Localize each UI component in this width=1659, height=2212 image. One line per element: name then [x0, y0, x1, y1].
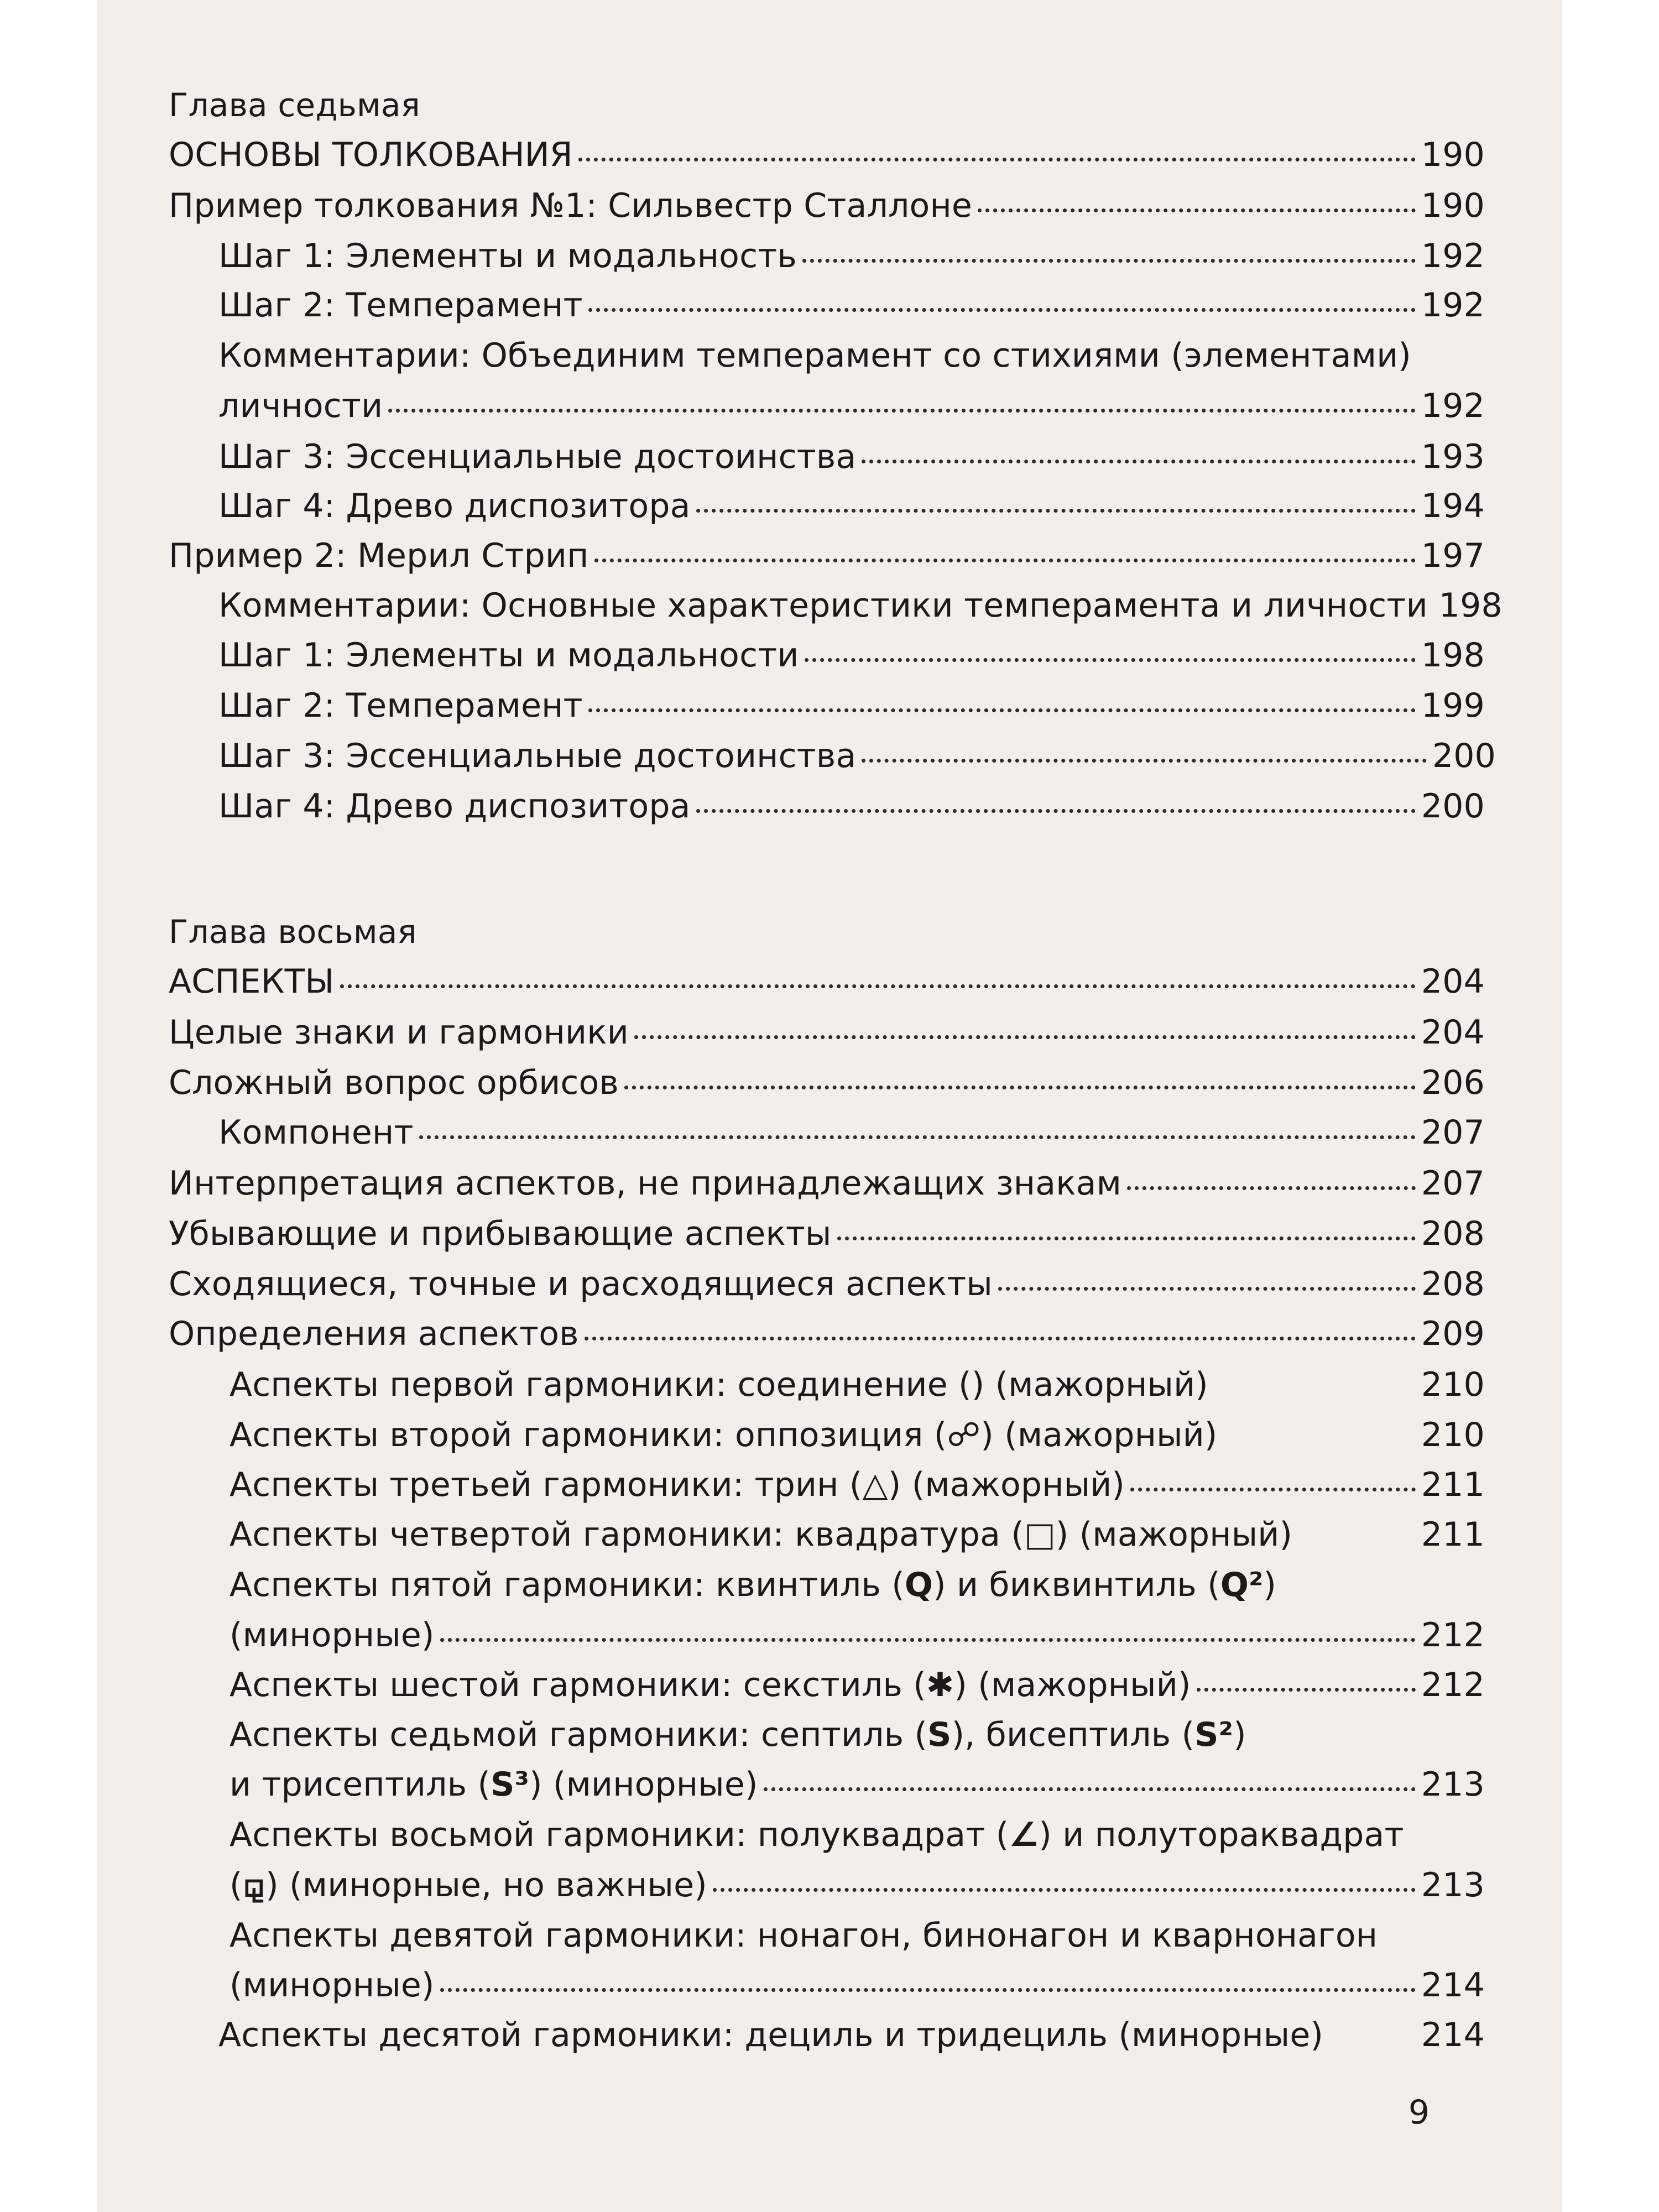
leader-dots: [764, 1787, 1416, 1791]
entry-text-pre: Аспекты шестой гармоники: секстиль (: [229, 1666, 926, 1704]
entry-title: (минорные): [229, 1966, 435, 2005]
toc-entry: [218, 234, 1485, 278]
page-ref: 190: [1421, 135, 1485, 174]
page-ref: 213: [1421, 1765, 1485, 1804]
sextile-icon: ✱: [926, 1666, 954, 1704]
entry-text-pre: Аспекты пятой гармоники: квинтиль (: [229, 1566, 905, 1604]
toc-entry: [218, 734, 1496, 778]
leader-dots: [440, 1638, 1416, 1642]
leader-dots: [340, 984, 1416, 988]
entry-title: Убывающие и прибывающие аспекты: [169, 1214, 832, 1253]
page-ref: 204: [1421, 962, 1485, 1001]
chapter-label-text: Глава седьмая: [169, 86, 420, 124]
toc-entry: [169, 1312, 1485, 1356]
page-ref: 198: [1438, 586, 1503, 625]
toc-entry: [229, 1563, 1276, 1607]
leader-dots: [578, 158, 1416, 161]
entry-title: Сходящиеся, точные и расходящиеся аспекты: [169, 1265, 993, 1303]
page-ref: 194: [1421, 487, 1485, 525]
page-ref: 204: [1421, 1013, 1485, 1052]
leader-dots: [588, 708, 1416, 712]
entry-text-post: ) (мажорный): [1055, 1515, 1293, 1554]
toc-entry: [229, 1613, 1485, 1657]
entry-title: [229, 1563, 1276, 1607]
entry-title: Комментарии: Основные характеристики темперамента и личности: [218, 586, 1428, 625]
page-ref: 213: [1421, 1866, 1485, 1905]
biquintile-icon: Q²: [1220, 1566, 1264, 1604]
entry-text-post: ): [1263, 1566, 1277, 1604]
leader-dots: [805, 658, 1416, 662]
toc-entry: [169, 133, 1485, 177]
biseptile-icon: S²: [1194, 1715, 1234, 1754]
toc-entry: [229, 1963, 1485, 2007]
entry-title: Комментарии: Объединим темперамент со стихиями (элементами): [218, 336, 1412, 375]
entry-text-pre: Аспекты восьмой гармоники: полуквадрат (: [229, 1815, 1009, 1854]
leader-dots: [440, 1988, 1416, 1992]
entry-text-mid: ) и биквинтиль (: [933, 1566, 1220, 1604]
toc-entry: [169, 1010, 1485, 1055]
entry-title: [229, 1463, 1125, 1507]
entry-title: [229, 1512, 1292, 1557]
entry-text-mid: ), бисептиль (: [951, 1715, 1195, 1754]
toc-entry: [169, 184, 1485, 228]
toc-entry: [229, 1363, 1485, 1407]
entry-text-pre: и трисептиль (: [229, 1765, 491, 1804]
leader-dots: [419, 1135, 1416, 1139]
page-ref: 208: [1421, 1265, 1485, 1303]
page-ref: 212: [1421, 1666, 1485, 1704]
page-ref: 190: [1421, 186, 1485, 225]
quintile-icon: Q: [904, 1566, 933, 1604]
entry-text-post: ): [1233, 1715, 1246, 1754]
page-ref: 208: [1421, 1214, 1485, 1253]
page-ref: 192: [1421, 286, 1485, 325]
page-number: 9: [1408, 2093, 1430, 2132]
entry-title: Шаг 3: Эссенциальные достоинства: [218, 437, 857, 476]
leader-dots: [862, 460, 1415, 463]
toc-entry: [229, 1762, 1485, 1807]
page-ref: 192: [1421, 387, 1485, 425]
chapter-title: ОСНОВЫ ТОЛКОВАНИЯ: [169, 135, 573, 174]
leader-dots: [696, 809, 1416, 813]
page-ref: 211: [1421, 1515, 1485, 1554]
entry-text-post: ) (мажорный): [888, 1465, 1125, 1504]
toc-entry: [218, 435, 1485, 479]
book-page: [97, 0, 1562, 2212]
entry-title: Шаг 2: Темперамент: [218, 686, 583, 725]
septile-icon: S: [927, 1715, 952, 1754]
toc-entry: [218, 633, 1485, 677]
leader-dots: [634, 1035, 1416, 1039]
page-ref: 198: [1421, 636, 1485, 675]
entry-title: [229, 1863, 707, 1907]
entry-title: Сложный вопрос орбисов: [169, 1063, 619, 1102]
entry-title: Аспекты девятой гармоники: нонагон, бинонагон и кварнонагон: [229, 1916, 1378, 1955]
toc-entry: [218, 333, 1411, 378]
triseptile-icon: S³: [491, 1765, 530, 1804]
toc-entry: [169, 1262, 1485, 1306]
page-ref: 214: [1421, 1966, 1485, 2005]
entry-title: Шаг 1: Элементы и модальность: [218, 237, 797, 275]
entry-title: Пример толкования №1: Сильвестр Сталлоне: [169, 186, 973, 225]
page-ref: 199: [1421, 686, 1485, 725]
toc-entry: [229, 1663, 1485, 1707]
toc-entry: [169, 1061, 1485, 1105]
entry-title: Аспекты первой гармоники: соединение () (мажорный): [229, 1365, 1208, 1404]
entry-title: Шаг 2: Темперамент: [218, 286, 583, 325]
entry-title: Шаг 3: Эссенциальные достоинства: [218, 737, 857, 775]
semisquare-icon: ∠: [1009, 1815, 1039, 1854]
page-ref: 210: [1421, 1365, 1485, 1404]
leader-dots: [837, 1237, 1416, 1240]
sesquiquadrate-icon: ⚼: [242, 1866, 266, 1905]
entry-text-pre: Аспекты четвертой гармоники: квадратура (: [229, 1515, 1025, 1554]
entry-text-post: ) (минорные, но важные): [265, 1866, 707, 1905]
page-ref: 214: [1421, 2016, 1485, 2054]
entry-text-pre: Аспекты третьей гармоники: трин (: [229, 1465, 863, 1504]
chapter-title: АСПЕКТЫ: [169, 962, 335, 1001]
leader-dots: [388, 409, 1416, 413]
page-ref: 207: [1421, 1164, 1485, 1203]
page-ref: 210: [1421, 1416, 1485, 1454]
entry-title: Аспекты десятой гармоники: дециль и тридециль (минорные): [218, 2016, 1324, 2054]
entry-title: Целые знаки и гармоники: [169, 1013, 629, 1052]
entry-text-pre: (: [229, 1866, 243, 1905]
entry-title: Шаг 1: Элементы и модальности: [218, 636, 799, 675]
chapter-label: [169, 910, 417, 954]
entry-title: [229, 1663, 1191, 1707]
leader-dots: [585, 1337, 1416, 1340]
leader-dots: [998, 1287, 1416, 1291]
leader-dots: [978, 208, 1416, 212]
page-ref: 200: [1432, 737, 1496, 775]
page-ref: 197: [1421, 536, 1485, 575]
entry-title: Интерпретация аспектов, не принадлежащих знакам: [169, 1164, 1122, 1203]
entry-title: [229, 1713, 1246, 1757]
leader-dots: [1197, 1688, 1416, 1692]
page-ref: 212: [1421, 1616, 1485, 1655]
toc-entry: [218, 684, 1485, 728]
toc-entry: [169, 959, 1485, 1004]
page-ref: 209: [1421, 1314, 1485, 1353]
chapter-label: [169, 83, 420, 127]
toc-entry: [169, 1161, 1485, 1206]
leader-dots: [696, 509, 1416, 513]
entry-title: личности: [218, 387, 383, 425]
entry-text-pre: Аспекты второй гармоники: оппозиция (: [229, 1416, 947, 1454]
toc-entry: [229, 1813, 1404, 1857]
entry-text-post: ) (минорные): [529, 1765, 758, 1804]
leader-dots: [713, 1888, 1416, 1892]
toc-entry: [229, 1413, 1485, 1457]
toc-entry: [218, 2013, 1485, 2057]
entry-text-post: ) (мажорный): [980, 1416, 1218, 1454]
page-ref: 200: [1421, 787, 1485, 826]
toc-entry: [218, 784, 1485, 828]
leader-dots: [588, 308, 1416, 312]
trine-icon: △: [862, 1465, 888, 1504]
toc-entry: [169, 534, 1485, 578]
leader-dots: [594, 559, 1416, 562]
toc-entry: [218, 1110, 1485, 1155]
toc-entry: [218, 583, 1503, 628]
leader-dots: [862, 759, 1426, 763]
entry-title: [229, 1413, 1218, 1457]
toc-entry: [229, 1512, 1485, 1557]
entry-text-pre: Аспекты седьмой гармоники: септиль (: [229, 1715, 928, 1754]
toc-entry: [229, 1463, 1485, 1507]
chapter-label-text: Глава восьмая: [169, 913, 417, 951]
entry-title: Пример 2: Мерил Стрип: [169, 536, 589, 575]
page-ref: 192: [1421, 237, 1485, 275]
toc-entry: [169, 1212, 1485, 1256]
entry-title: [229, 1762, 758, 1807]
entry-title: Определения аспектов: [169, 1314, 579, 1353]
toc-entry: [218, 384, 1485, 428]
leader-dots: [1130, 1488, 1416, 1491]
page-ref: 207: [1421, 1113, 1485, 1152]
page-ref: 206: [1421, 1063, 1485, 1102]
page-ref: 193: [1421, 437, 1485, 476]
toc-entry: [229, 1913, 1378, 1958]
entry-text-post: ) (мажорный): [954, 1666, 1191, 1704]
leader-dots: [624, 1086, 1416, 1089]
entry-title: (минорные): [229, 1616, 435, 1655]
entry-title: Шаг 4: Древо диспозитора: [218, 487, 691, 525]
toc-entry: [218, 484, 1485, 528]
toc-entry: [218, 283, 1485, 327]
entry-text-post: ) и полутораквадрат: [1039, 1815, 1404, 1854]
leader-dots: [1127, 1186, 1416, 1190]
entry-title: [229, 1813, 1404, 1857]
page-ref: 211: [1421, 1465, 1485, 1504]
leader-dots: [802, 259, 1416, 263]
square-icon: □: [1024, 1515, 1056, 1554]
opposition-icon: ☍: [947, 1416, 981, 1454]
entry-title: Шаг 4: Древо диспозитора: [218, 787, 691, 826]
entry-title: Компонент: [218, 1113, 414, 1152]
toc-entry: [229, 1863, 1485, 1907]
toc-entry: [229, 1713, 1246, 1757]
